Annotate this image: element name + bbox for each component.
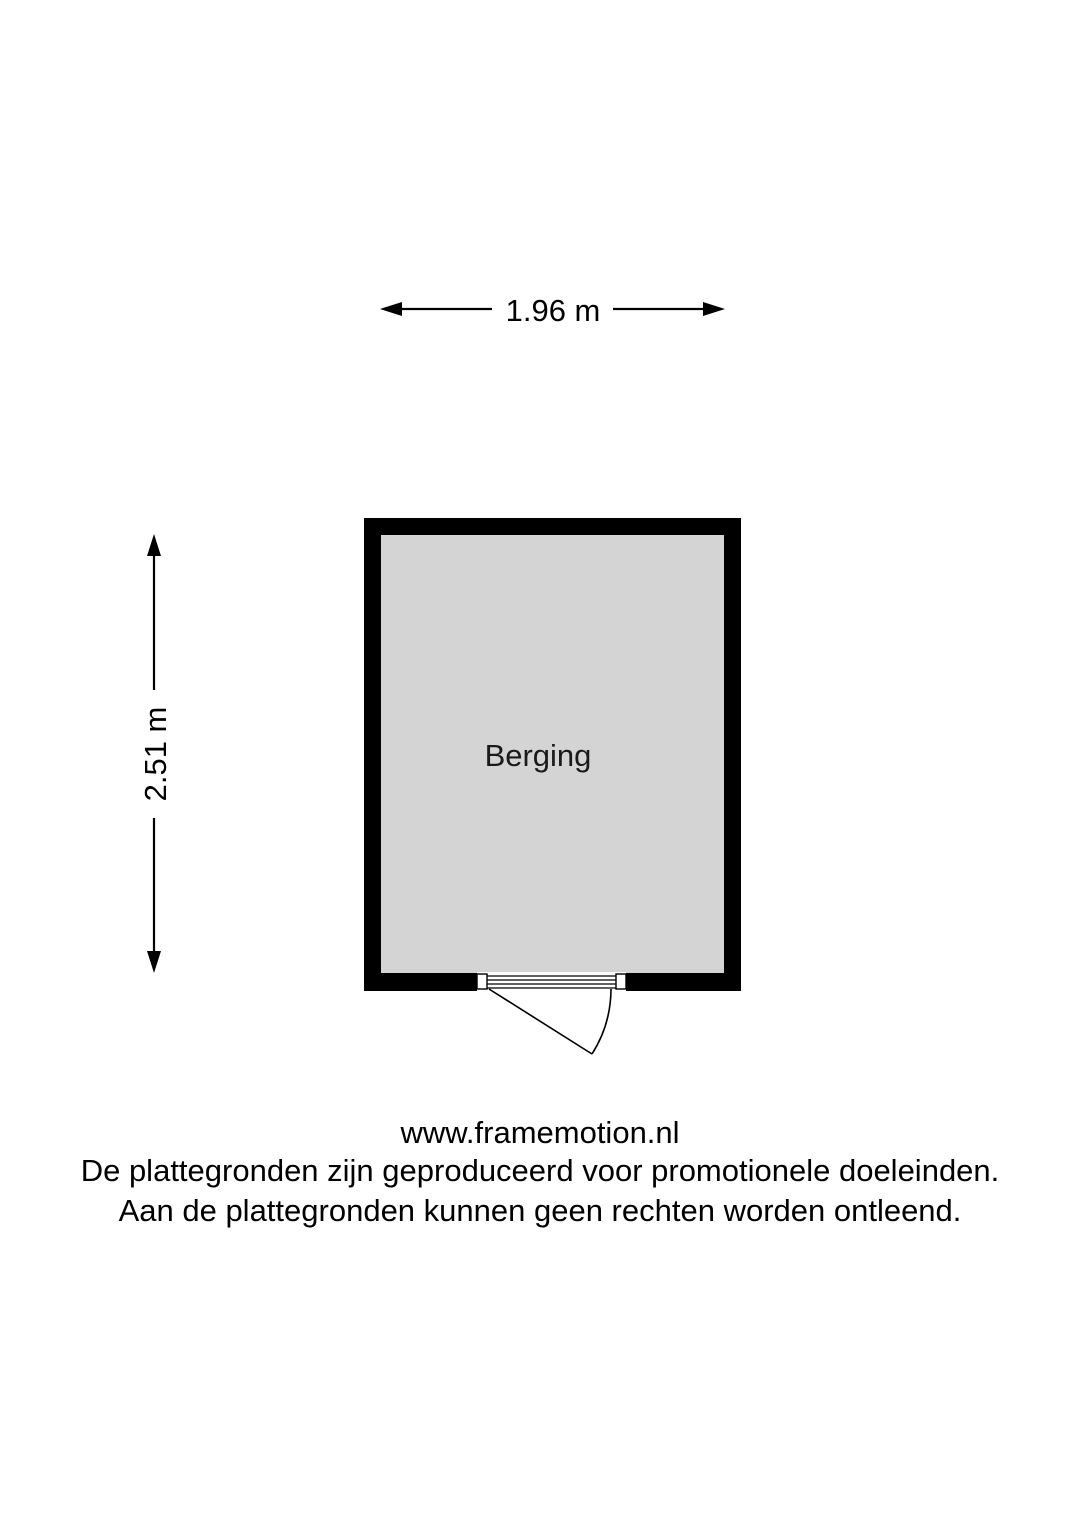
arrow-right-icon (703, 302, 725, 316)
footer-disclaimer-line2: Aan de plattegronden kunnen geen rechten worden ontleend. (118, 1193, 962, 1228)
door (477, 972, 626, 1054)
arrow-down-icon (147, 951, 161, 973)
room-berging (364, 518, 741, 1054)
door-swing-arc (592, 989, 611, 1054)
footer-url: www.framemotion.nl (400, 1115, 680, 1150)
door-leaf (489, 989, 592, 1054)
footer-disclaimer-line1: De plattegronden zijn geproduceerd voor promotionele doeleinden. (80, 1153, 1000, 1188)
arrow-left-icon (380, 302, 402, 316)
arrow-up-icon (147, 534, 161, 556)
height-label: 2.51 m (138, 706, 173, 802)
width-label: 1.96 m (505, 293, 601, 328)
height-dimension (138, 534, 173, 973)
room-label: Berging (484, 738, 592, 773)
width-dimension (380, 293, 725, 328)
